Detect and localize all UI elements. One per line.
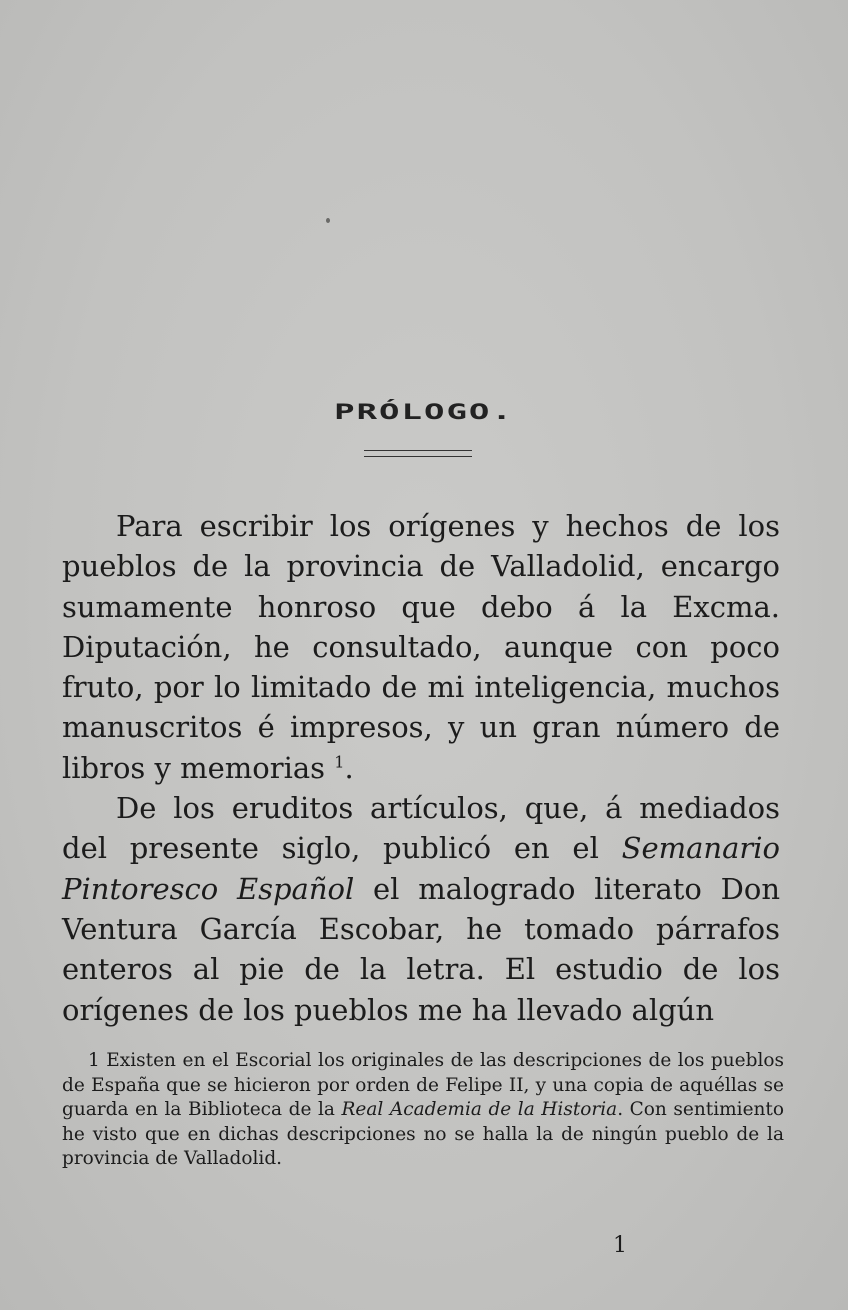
text-run: . xyxy=(344,750,354,785)
text-run: 1 Existen en el Escorial los originales de las descripciones de los pueblos de España que se hicieron por orden de Felipe II, y una copia de aquéllas se guarda en la Biblioteca de la xyxy=(62,1050,784,1120)
italic-text: Semanario Pintoresco Español xyxy=(62,831,780,906)
footnote-marker: 1 xyxy=(334,752,345,772)
footnote xyxy=(62,1049,784,1172)
text-run: el malogrado literato Don Ventura García Escobar, he tomado párrafos enteros al pie de la letra. El estudio de los orígenes de los pueblos me ha llevado algún xyxy=(62,871,780,1027)
ink-speck xyxy=(326,218,330,223)
text-run: . Con sentimiento he visto que en dichas descripciones no se halla la de ningún pueblo de la provincia de Valladolid. xyxy=(62,1099,785,1169)
page-number: 1 xyxy=(613,1233,627,1258)
paragraph xyxy=(62,788,780,1030)
title-rule xyxy=(364,450,472,457)
text-run: Para escribir los orígenes y hechos de los pueblos de la provincia de Valladolid, encargo sumamente honroso que debo á la Excma. Diputación, he consultado, aunque con poco fruto, por lo limitado de mi inteligencia, muchos manuscritos é impresos, y un gran número de libros y memorias xyxy=(62,509,780,785)
chapter-title: PRÓLOGO. xyxy=(334,399,514,425)
text-run: De los eruditos artículos, que, á mediados del presente siglo, publicó en el xyxy=(62,791,780,866)
body-text xyxy=(62,506,780,1030)
italic-text: Real Academia de la Historia xyxy=(341,1099,618,1120)
footnote-text xyxy=(62,1049,784,1172)
paragraph xyxy=(62,506,780,788)
